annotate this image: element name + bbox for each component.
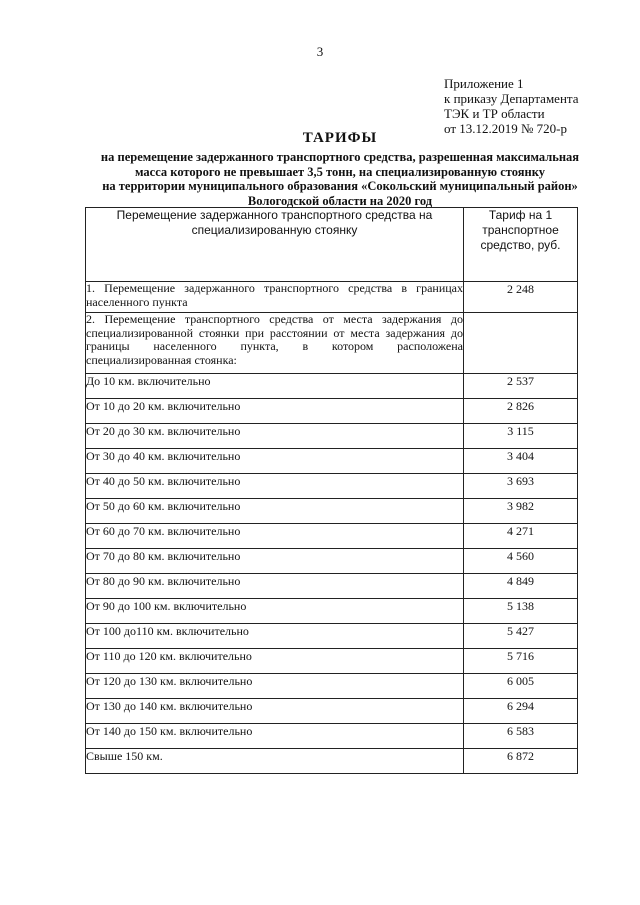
table-row [86,524,578,549]
table-header-row [86,208,578,282]
distance-label: От 110 до 120 км. включительно [86,649,464,674]
distance-label: Свыше 150 км. [86,749,464,774]
table-row [86,449,578,474]
distance-label: До 10 км. включительно [86,374,464,399]
title-line: масса которого не превышает 3,5 тонн, на специализированную стоянку [134,164,545,179]
distance-label: От 10 до 20 км. включительно [86,399,464,424]
distance-label: От 90 до 100 км. включительно [86,599,464,624]
distance-label: От 60 до 70 км. включительно [86,524,464,549]
appendix-line: от 13.12.2019 № 720-р [444,121,567,136]
header-service: Перемещение задержанного транспортного средства на специализированную стоянку [86,208,464,282]
tariff-value: 4 849 [464,574,578,599]
table-row [86,724,578,749]
tariff-value: 3 982 [464,499,578,524]
tariff-value: 6 872 [464,749,578,774]
distance-label: От 100 до110 км. включительно [86,624,464,649]
tariff-value: 3 404 [464,449,578,474]
section-1-text: 1. Перемещение задержанного транспортного средства в границах населенного пункта [86,282,464,313]
document-title [60,130,620,208]
title-main: ТАРИФЫ [302,130,378,146]
section-row [86,313,578,374]
table-row [86,574,578,599]
tariff-value: 6 583 [464,724,578,749]
tariff-value: 4 271 [464,524,578,549]
distance-label: От 70 до 80 км. включительно [86,549,464,574]
table-row [86,649,578,674]
page-number: 3 [316,44,324,59]
distance-label: От 120 до 130 км. включительно [86,674,464,699]
title-line: Вологодской области на 2020 год [247,193,433,208]
tariff-value: 3 115 [464,424,578,449]
section-2-value [464,313,578,374]
distance-label: От 50 до 60 км. включительно [86,499,464,524]
tariff-value: 5 138 [464,599,578,624]
distance-label: От 140 до 150 км. включительно [86,724,464,749]
title-line: на территории муниципального образования «Сокольский муниципальный район» [102,179,578,193]
table-row [86,699,578,724]
appendix-line: ТЭК и ТР области [444,106,545,121]
tariff-value: 3 693 [464,474,578,499]
distance-label: От 40 до 50 км. включительно [86,474,464,499]
table-row [86,549,578,574]
table-row [86,599,578,624]
table-row [86,674,578,699]
table-row [86,749,578,774]
header-tariff: Тариф на 1 транспортное средство, руб. [464,208,578,282]
tariff-table [85,207,578,774]
appendix-line: к приказу Департамента [444,91,579,106]
title-line: на перемещение задержанного транспортного средства, разрешенная максимальная [100,150,580,164]
table-row [86,374,578,399]
tariff-value: 6 294 [464,699,578,724]
tariff-value: 2 537 [464,374,578,399]
distance-label: От 30 до 40 км. включительно [86,449,464,474]
tariff-value: 2 826 [464,399,578,424]
tariff-value: 5 427 [464,624,578,649]
section-2-text: 2. Перемещение транспортного средства от места задержания до специализированной стоянки при расстоянии от места задержания до границы населенного пункта, в котором расположена специализированная стоянка: [86,313,464,374]
tariff-value: 5 716 [464,649,578,674]
section-row [86,282,578,313]
tariff-value: 6 005 [464,674,578,699]
table-row [86,474,578,499]
appendix-note [444,76,579,136]
table-row [86,499,578,524]
distance-label: От 80 до 90 км. включительно [86,574,464,599]
section-1-value: 2 248 [464,282,578,313]
distance-label: От 20 до 30 км. включительно [86,424,464,449]
table-row [86,424,578,449]
table-row [86,624,578,649]
distance-label: От 130 до 140 км. включительно [86,699,464,724]
table-row [86,399,578,424]
tariff-value: 4 560 [464,549,578,574]
appendix-line: Приложение 1 [444,76,524,91]
